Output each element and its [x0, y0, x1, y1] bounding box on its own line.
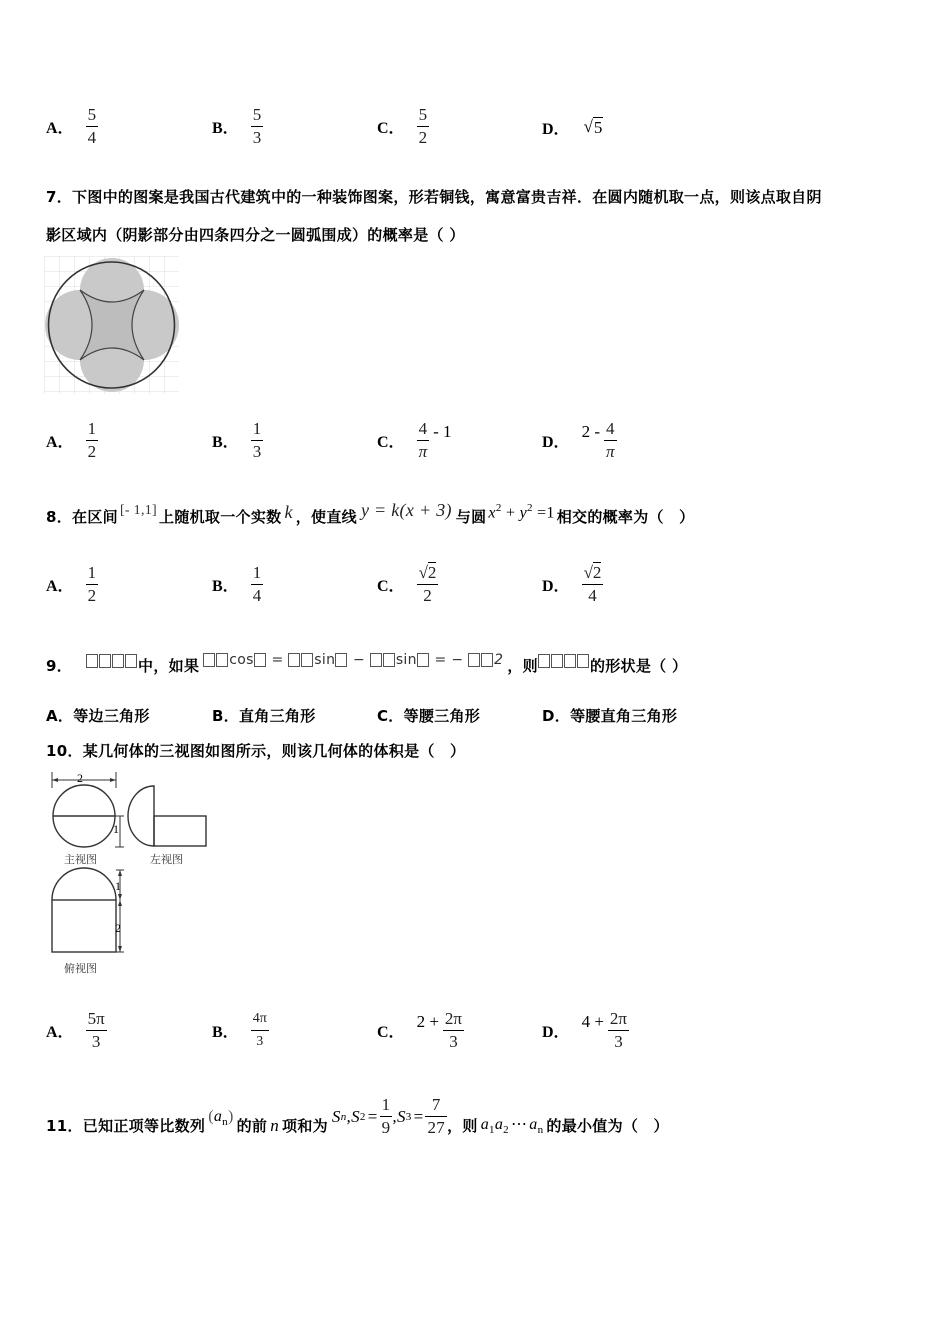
q10-option-b: B． $\frac{4\pi}{3}$ — [212, 1008, 269, 1053]
q7-option-d: D． 2 - $\frac{4}{\pi}$ — [542, 419, 615, 461]
q9-option-d: D．等腰直角三角形 — [542, 707, 678, 725]
fraction: $\frac{5}{3}$ — [252, 105, 262, 147]
placeholder-box — [538, 652, 590, 670]
q8-option-d: D． $\frac{√2}{4}$ — [542, 563, 602, 605]
q6-options — [46, 104, 906, 154]
dim-2-top: 2 — [77, 771, 83, 785]
three-view-figure — [42, 770, 222, 984]
q7-option-b: B． $\frac{1}{3}$ — [212, 419, 262, 461]
q7-line2: 影区域内（阴影部分由四条四分之一圆弧围成）的概率是（ ） — [46, 226, 465, 244]
fraction: $\frac{√2}{4}$ — [583, 563, 602, 605]
q7-line1: 7．下图中的图案是我国古代建筑中的一种装饰图案，形若铜钱，寓意富贵吉祥．在圆内随机取一点，则该点取自阴 — [46, 188, 822, 206]
side-view-label: 左视图 — [150, 853, 183, 866]
fraction: $\frac{5}{4}$ — [87, 105, 97, 147]
q7-options — [46, 418, 906, 468]
sqrt: √ 5 — [583, 117, 603, 137]
q6-option-c: C． $\frac{5}{2}$ — [377, 105, 428, 147]
q9-stem: 9． 中，如果 cos = sin − sin = − 2 ，则 的形状是（ ） — [46, 651, 688, 675]
q10-option-a: A． $\frac{5\pi}{3}$ — [46, 1009, 105, 1051]
fraction: $\frac{5}{2}$ — [418, 105, 428, 147]
fraction: $\frac{1}{4}$ — [252, 563, 262, 605]
q10-options — [46, 1008, 906, 1060]
q9-options — [46, 705, 906, 729]
q8-options — [46, 562, 906, 614]
fraction: $\frac{4\pi}{3}$ — [252, 1011, 267, 1049]
q8-option-b: B． $\frac{1}{4}$ — [212, 563, 262, 605]
q7-option-a: A． $\frac{1}{2}$ — [46, 419, 97, 461]
fraction: $\frac{1}{3}$ — [252, 419, 262, 461]
fraction: $\frac{4}{\pi}$ — [418, 419, 428, 461]
coin-figure — [44, 256, 179, 398]
fraction: $\frac{1}{2}$ — [87, 419, 97, 461]
dim-1-top: 1 — [115, 879, 121, 893]
q6-option-b: B． $\frac{5}{3}$ — [212, 105, 262, 147]
q8-stem: 8．在区间 [- 1,1] 上随机取一个实数 k ，使直线 y = k(x + 3) 与圆 $x^2 + y^2 =1$ 相交的概率为（ ） — [46, 500, 695, 526]
fraction: $\frac{√2}{2}$ — [418, 563, 437, 605]
q6-option-d: D． √ 5 — [542, 117, 603, 138]
q9-option-c: C．等腰三角形 — [377, 707, 481, 725]
q8-option-c: C． $\frac{√2}{2}$ — [377, 563, 437, 605]
top-view-label: 俯视图 — [64, 962, 97, 975]
q10-option-c: C． 2 + $\frac{2\pi}{3}$ — [377, 1009, 462, 1051]
q7-option-c: C． $\frac{4}{\pi}$ - 1 — [377, 419, 452, 461]
q10-option-d: D． 4 + $\frac{2\pi}{3}$ — [542, 1009, 627, 1051]
q11-stem: 11．已知正项等比数列 $(a_n)$ 的前 n 项和为 S n ,S 2 = $\frac{1}{9}$ ,S 3 = $\frac{7}{27}$ ，则 $a_1a_2$ ⋯ $a_n$ 的最小值为（ ） — [46, 1095, 669, 1137]
fraction: $\frac{2\pi}{3}$ — [444, 1009, 462, 1051]
dim-2-side: 2 — [115, 921, 121, 935]
front-view-label: 主视图 — [64, 853, 97, 866]
fraction: $\frac{1}{2}$ — [87, 563, 97, 605]
q6-option-a: A． $\frac{5}{4}$ — [46, 105, 97, 147]
dim-1-front: 1 — [113, 822, 119, 836]
q9-option-b: B．直角三角形 — [212, 707, 316, 725]
placeholder-box — [86, 652, 138, 670]
fraction: $\frac{4}{\pi}$ — [605, 419, 615, 461]
q8-option-a: A． $\frac{1}{2}$ — [46, 563, 97, 605]
q10-title: 10．某几何体的三视图如图所示，则该几何体的体积是（ ） — [46, 742, 466, 760]
q9-option-a: A．等边三角形 — [46, 707, 150, 725]
fraction: $\frac{2\pi}{3}$ — [609, 1009, 627, 1051]
fraction: $\frac{5\pi}{3}$ — [87, 1009, 105, 1051]
